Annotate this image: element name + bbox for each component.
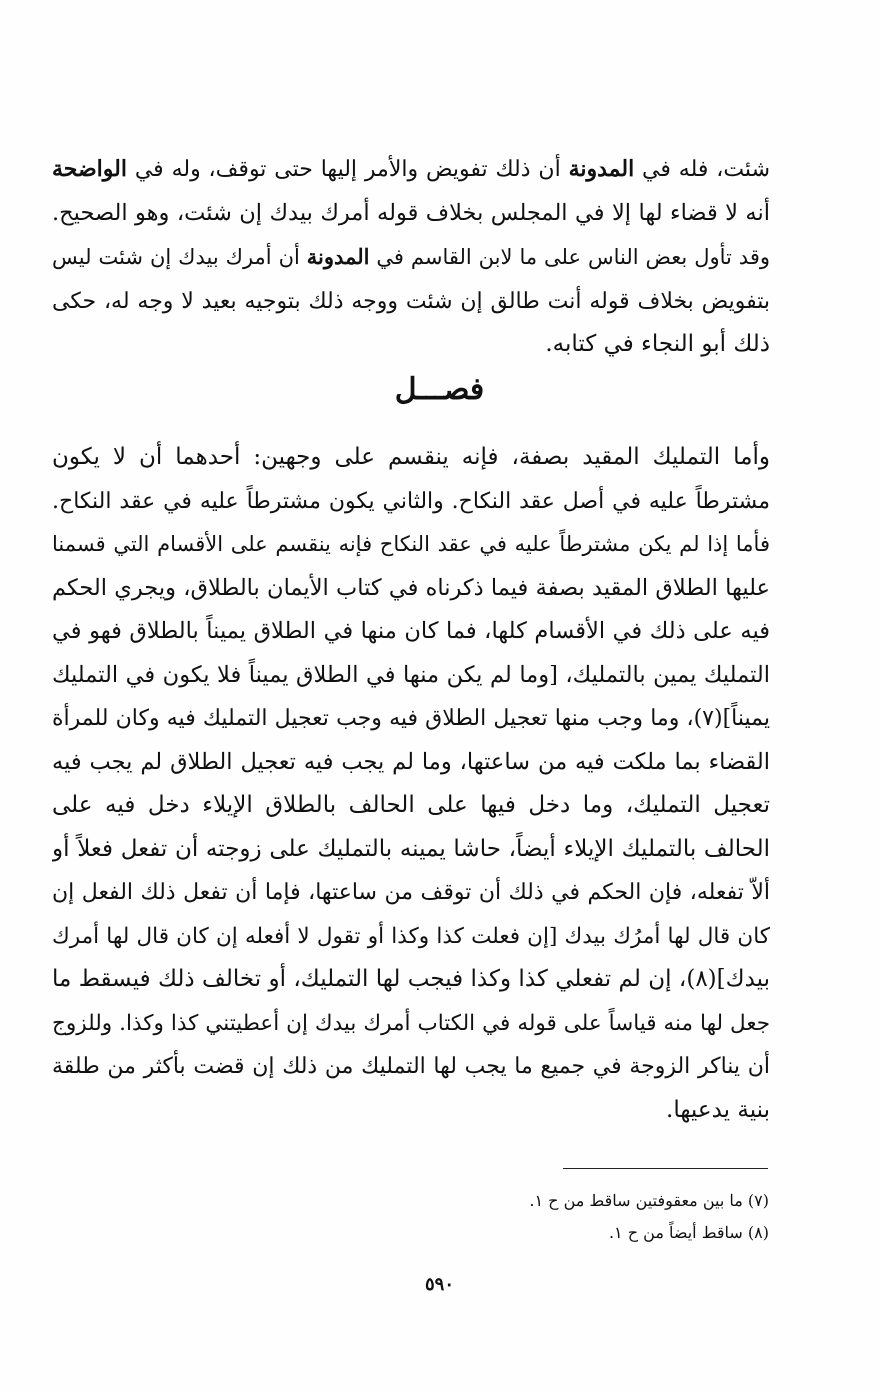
text-line: الحالف بالتمليك الإيلاء أيضاً، حاشا يمينه بالتمليك على زوجته أن تفعل فعلاً أو bbox=[52, 835, 770, 862]
text-line: شئت، فله في المدونة أن ذلك تفويض والأمر إليها حتى توقف، وله في الواضحة bbox=[52, 156, 770, 182]
text-line: بنية يدعيها. bbox=[666, 1096, 770, 1123]
text-line: أن يناكر الزوجة في جميع ما يجب لها التمليك من ذلك إن قضت بأكثر من طلقة bbox=[52, 1054, 770, 1079]
footnote: (٧) ما بين معقوفتين ساقط من ح ١. bbox=[529, 1191, 769, 1210]
text-line: ذلك أبو النجاء في كتابه. bbox=[545, 331, 770, 357]
top-paragraph bbox=[52, 148, 770, 367]
text-line: مشترطاً عليه في أصل عقد النكاح. والثاني يكون مشترطاً عليه في عقد النكاح. bbox=[52, 488, 770, 514]
text-line: أنه لا قضاء لها إلا في المجلس بخلاف قوله أمرك بيدك إن شئت، وهو الصحيح. bbox=[52, 199, 770, 226]
text-line: ألاّ تفعله، فإن الحكم في ذلك أن توقف من ساعتها، فإما أن تفعل ذلك الفعل إن bbox=[52, 880, 770, 905]
text-line: التمليك يمين بالتمليك، [وما لم يكن منها في الطلاق يميناً فلا يكون في التمليك bbox=[52, 661, 770, 688]
text-line: كان قال لها أمرُك بيدك [إن فعلت كذا وكذا أو تقول لا أفعله إن كان قال لها أمرك bbox=[52, 923, 770, 949]
text-line: بتفويض بخلاف قوله أنت طالق إن شئت ووجه ذلك بتوجيه بعيد لا وجه له، حكى bbox=[52, 288, 770, 314]
footnote-separator bbox=[563, 1168, 768, 1169]
text-line: فيه على ذلك في الأقسام كلها، فما كان منها في الطلاق يميناً بالطلاق فهو في bbox=[52, 618, 770, 644]
text-line: وقد تأول بعض الناس على ما لابن القاسم في المدونة أن أمرك بيدك إن شئت ليس bbox=[52, 244, 770, 269]
section-heading: فصـــل bbox=[394, 372, 485, 407]
text-line: يميناً](٧)، وما وجب منها تعجيل الطلاق فيه وجب تعجيل التمليك فيه وكان للمرأة bbox=[52, 706, 770, 731]
text-line: بيدك](٨)، إن لم تفعلي كذا وكذا فيجب لها التمليك، أو تخالف ذلك فيسقط ما bbox=[52, 966, 770, 992]
footnote: (٨) ساقط أيضاً من ح ١. bbox=[608, 1223, 769, 1242]
main-paragraph bbox=[52, 436, 770, 1132]
text-line: جعل لها منه قياساً على قوله في الكتاب أمرك بيدك إن أعطيتني كذا وكذا. وللزوج bbox=[52, 1010, 770, 1036]
text-line: وأما التمليك المقيد بصفة، فإنه ينقسم على وجهين: أحدهما أن لا يكون bbox=[52, 444, 770, 470]
text-line: عليها الطلاق المقيد بصفة فيما ذكرناه في كتاب الأيمان بالطلاق، ويجري الحكم bbox=[52, 574, 770, 601]
text-line: القضاء بما ملكت فيه من ساعتها، وما لم يجب فيه تعجيل الطلاق لم يجب فيه bbox=[52, 748, 770, 775]
text-line: فأما إذا لم يكن مشترطاً عليه في عقد النكاح فإنه ينقسم على الأقسام التي قسمنا bbox=[52, 532, 770, 556]
footnotes bbox=[269, 1185, 769, 1249]
text-line: تعجيل التمليك، وما دخل فيها على الحالف بالطلاق الإيلاء دخل فيه على bbox=[52, 792, 770, 818]
page-number: ٥٩٠ bbox=[424, 1274, 454, 1295]
